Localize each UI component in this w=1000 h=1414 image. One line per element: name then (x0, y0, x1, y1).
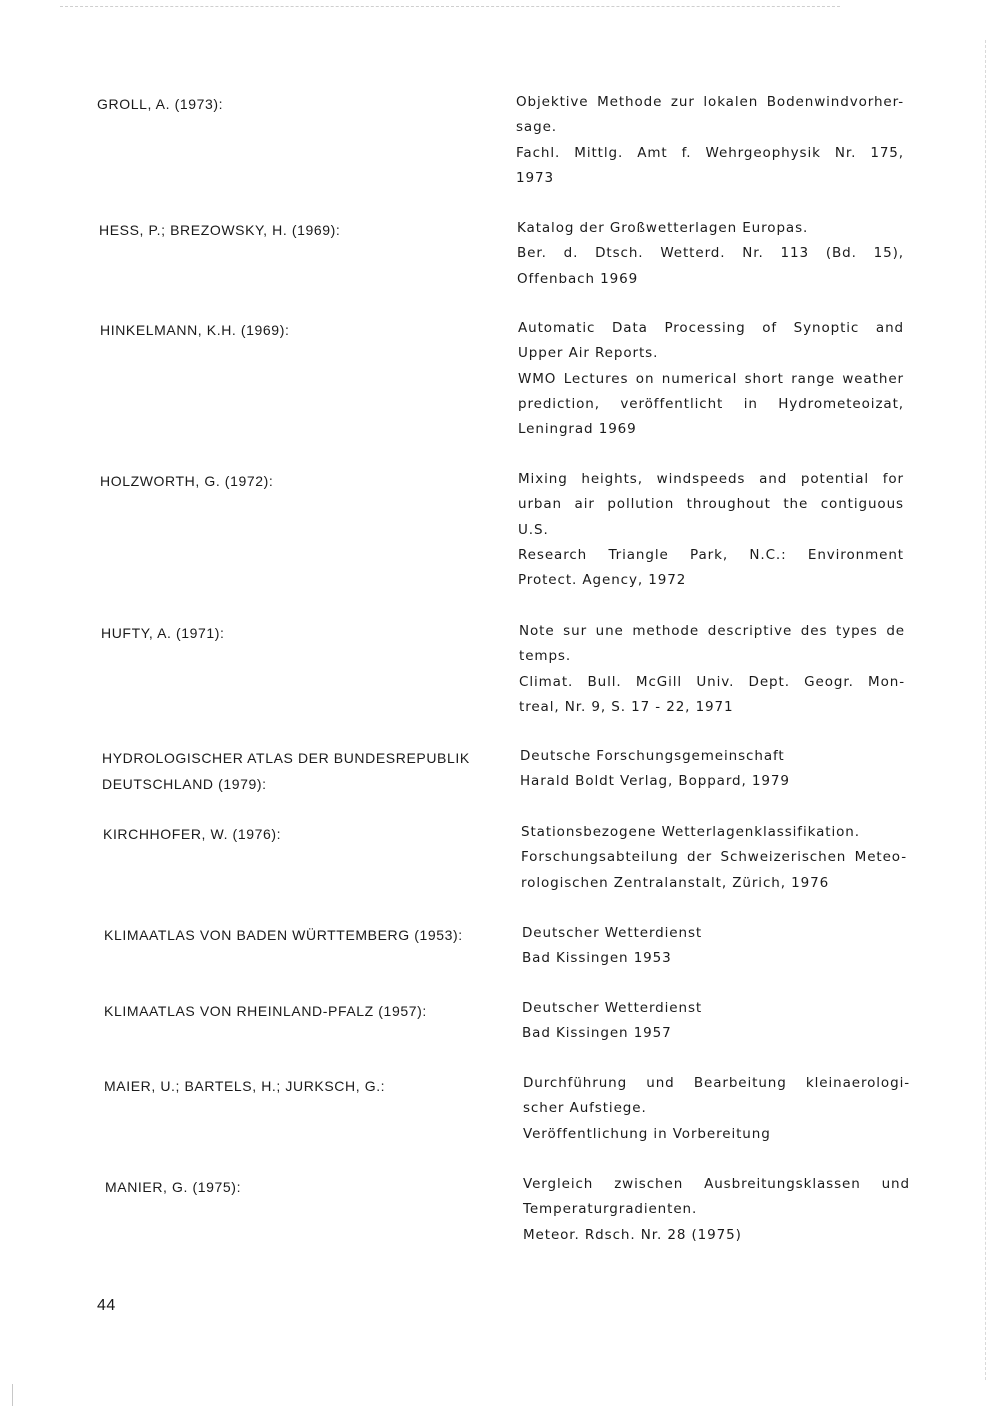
description-line: Climat. Bull. McGill Univ. Dept. Geogr. Mon- (519, 673, 905, 690)
reference-author: KIRCHHOFER, W. (1976): (103, 826, 282, 842)
description-line: Vergleich zwischen Ausbreitungsklassen und (523, 1176, 910, 1192)
reference-author: HOLZWORTH, G. (1972): (100, 473, 274, 489)
page-number: 44 (97, 1297, 116, 1314)
reference-description (519, 619, 905, 720)
description-line: Mixing heights, windspeeds and potential for (518, 471, 904, 487)
reference-author: MANIER, G. (1975): (105, 1179, 242, 1195)
description-line: Objektive Methode zur lokalen Bodenwindvorher- (516, 94, 904, 110)
reference-description (517, 216, 904, 292)
reference-author: KLIMAATLAS VON RHEINLAND-PFALZ (1957): (104, 1003, 427, 1019)
description-line: Deutscher Wetterdienst (522, 1000, 703, 1016)
reference-description (523, 1172, 910, 1248)
reference-author: HINKELMANN, K.H. (1969): (100, 322, 290, 338)
description-line: Ber. d. Dtsch. Wetterd. Nr. 113 (Bd. 15), (517, 245, 904, 262)
description-line: urban air pollution throughout the contiguous (518, 496, 904, 513)
reference-author: HYDROLOGISCHER ATLAS DER BUNDESREPUBLIK (102, 750, 470, 766)
reference-author: HESS, P.; BREZOWSKY, H. (1969): (99, 222, 341, 238)
description-line: 1973 (516, 169, 554, 186)
reference-description (516, 90, 904, 191)
description-line: Bad Kissingen 1957 (522, 1025, 672, 1042)
description-line: prediction, veröffentlicht in Hydrometeoizat, (518, 395, 904, 412)
reference-description (522, 921, 908, 972)
reference-author: MAIER, U.; BARTELS, H.; JURKSCH, G.: (104, 1078, 386, 1094)
description-line: Automatic Data Processing of Synoptic and (518, 320, 904, 336)
description-line: Research Triangle Park, N.C.: Environment (518, 546, 904, 563)
description-line: Durchführung und Bearbeitung kleinaerologi- (523, 1075, 910, 1091)
description-line: rologischen Zentralanstalt, Zürich, 1976 (521, 874, 830, 891)
reference-author: KLIMAATLAS VON BADEN WÜRTTEMBERG (1953): (104, 927, 463, 943)
reference-author: HUFTY, A. (1971): (101, 625, 225, 641)
description-line: scher Aufstiege. (523, 1100, 647, 1117)
reference-author-continued: DEUTSCHLAND (1979): (102, 776, 267, 792)
description-line: Upper Air Reports. (518, 345, 659, 362)
description-line: Veröffentlichung in Vorbereitung (523, 1125, 771, 1142)
reference-description (520, 744, 906, 795)
reference-description (521, 820, 907, 896)
description-line: Fachl. Mittlg. Amt f. Wehrgeophysik Nr. 175, (516, 144, 904, 161)
scan-edge-right (985, 40, 986, 1380)
reference-description (522, 996, 908, 1047)
description-line: U.S. (518, 521, 549, 538)
description-line: Note sur une methode descriptive des types de (519, 623, 905, 639)
description-line: Protect. Agency, 1972 (518, 572, 687, 589)
description-line: Harald Boldt Verlag, Boppard, 1979 (520, 773, 790, 790)
description-line: Deutsche Forschungsgemeinschaft (520, 748, 785, 764)
description-line: Forschungsabteilung der Schweizerischen Meteo- (521, 849, 907, 866)
description-line: Katalog der Großwetterlagen Europas. (517, 220, 809, 236)
margin-mark (12, 1384, 13, 1406)
description-line: Temperaturgradienten. (523, 1201, 698, 1218)
description-line: Stationsbezogene Wetterlagenklassifikation. (521, 824, 860, 840)
reference-description (523, 1071, 910, 1147)
reference-author: GROLL, A. (1973): (97, 96, 224, 112)
description-line: Offenbach 1969 (517, 270, 639, 287)
description-line: Meteor. Rdsch. Nr. 28 (1975) (523, 1226, 742, 1243)
scan-edge-top (60, 6, 840, 7)
description-line: WMO Lectures on numerical short range weather (518, 370, 904, 387)
reference-description (518, 316, 904, 442)
description-line: Bad Kissingen 1953 (522, 950, 672, 967)
reference-description (518, 467, 904, 593)
description-line: sage. (516, 119, 557, 136)
description-line: Deutscher Wetterdienst (522, 925, 703, 941)
description-line: treal, Nr. 9, S. 17 - 22, 1971 (519, 698, 734, 715)
description-line: Leningrad 1969 (518, 421, 637, 438)
description-line: temps. (519, 648, 572, 665)
